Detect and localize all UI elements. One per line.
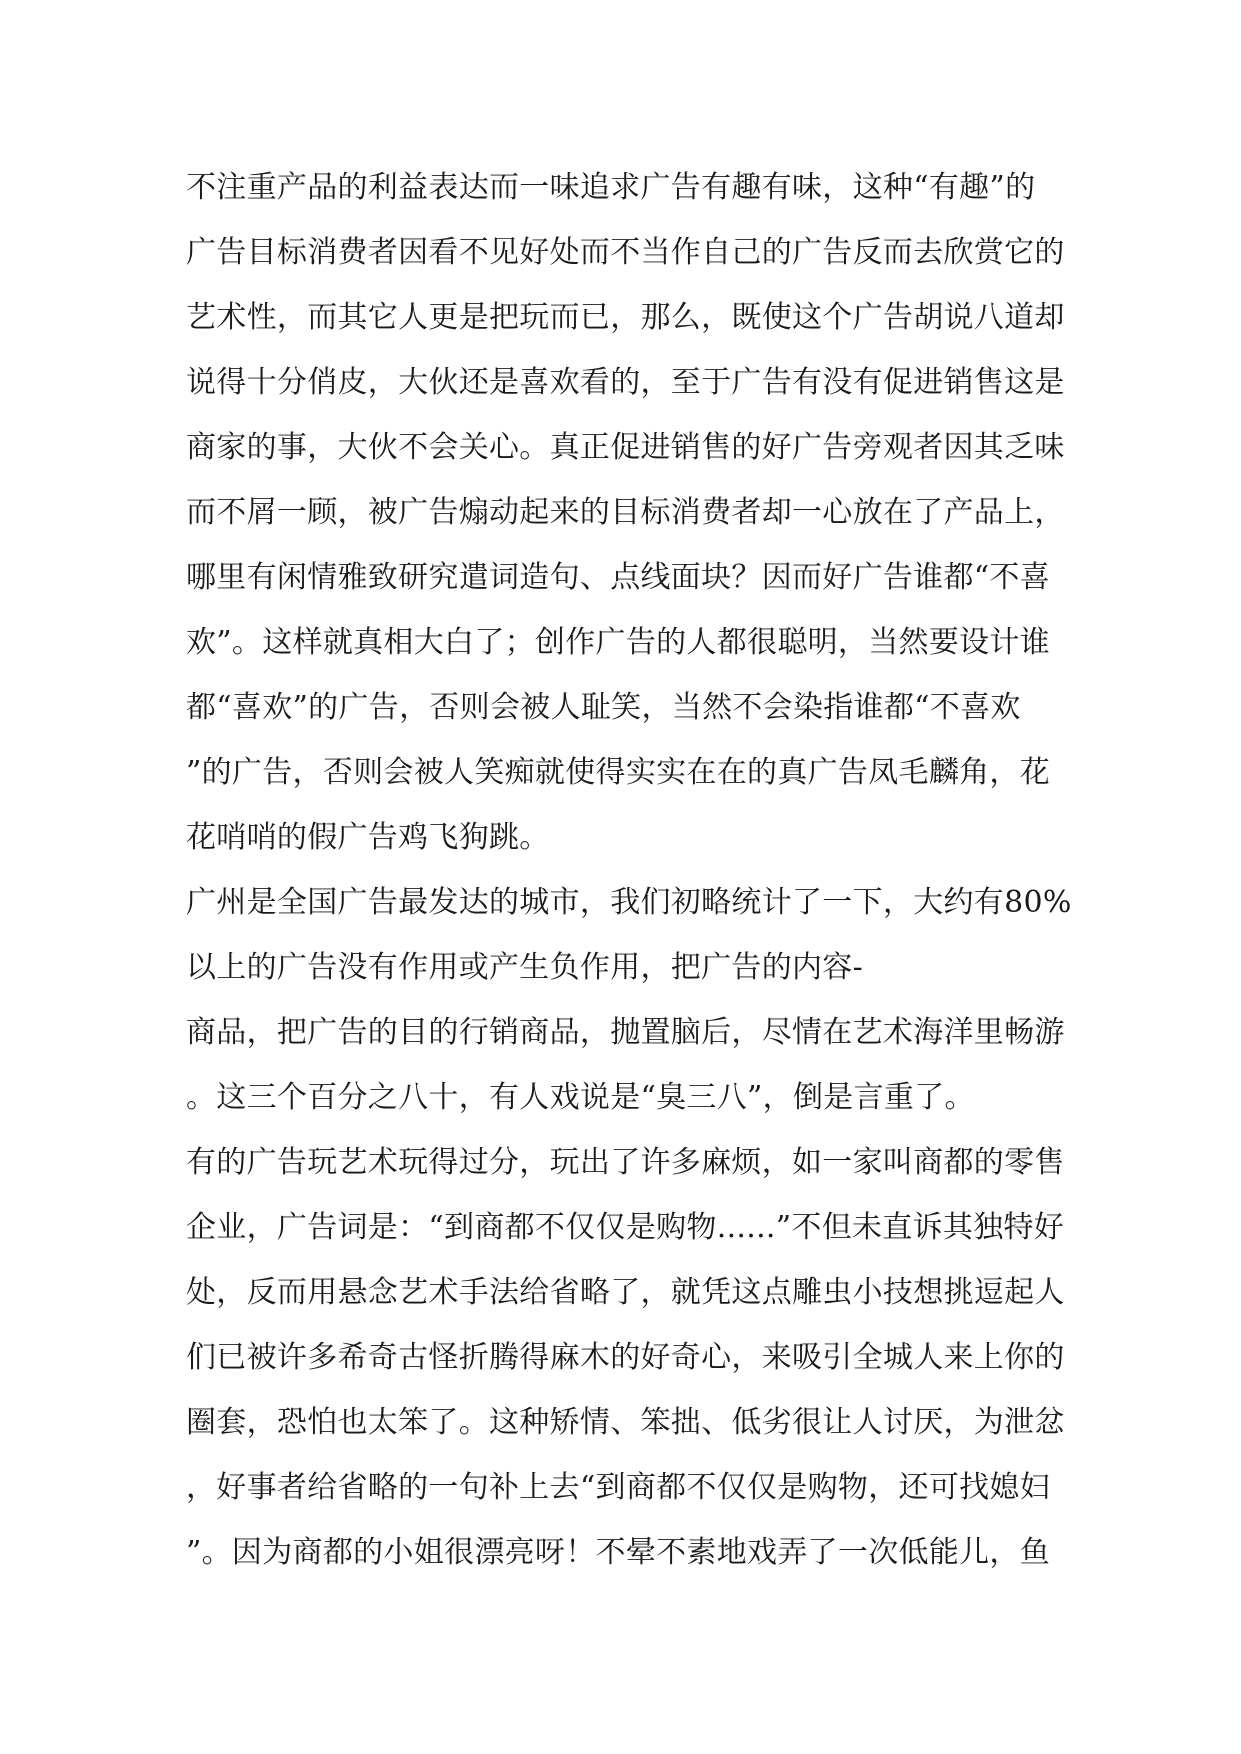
text-line: ”的广告，否则会被人笑痴就使得实实在在的真广告凤毛麟角，花	[186, 755, 1051, 790]
text-line: 有的广告玩艺术玩得过分，玩出了许多麻烦，如一家叫商都的零售	[186, 1145, 1065, 1180]
text-line: 。这三个百分之八十，有人戏说是“臭三八”，倒是言重了。	[186, 1080, 975, 1115]
text-line: 处，反而用悬念艺术手法给省略了，就凭这点雕虫小技想挑逗起人	[186, 1275, 1065, 1310]
text-line: 艺术性，而其它人更是把玩而已，那么，既使这个广告胡说八道却	[186, 300, 1065, 335]
text-line: 而不屑一顾，被广告煽动起来的目标消费者却一心放在了产品上，	[186, 495, 1065, 530]
text-line: 花哨哨的假广告鸡飞狗跳。	[186, 820, 550, 855]
text-line: 欢”。这样就真相大白了；创作广告的人都很聪明，当然要设计谁	[186, 625, 1051, 660]
text-line: 广告目标消费者因看不见好处而不当作自己的广告反而去欣赏它的	[186, 235, 1065, 270]
text-line: 都“喜欢”的广告，否则会被人耻笑，当然不会染指谁都“不喜欢	[186, 690, 1021, 725]
text-line: 不注重产品的利益表达而一味追求广告有趣有味，这种“有趣”的	[186, 170, 1036, 205]
text-line: 圈套，恐怕也太笨了。这种矫情、笨拙、低劣很让人讨厌，为泄忿	[186, 1405, 1065, 1440]
text-line: 以上的广告没有作用或产生负作用，把广告的内容-	[186, 950, 864, 985]
body-text	[186, 155, 1072, 1585]
text-line: 商家的事，大伙不会关心。真正促进销售的好广告旁观者因其乏味	[186, 430, 1065, 465]
text-line: ，好事者给省略的一句补上去“到商都不仅仅是购物，还可找媳妇	[186, 1470, 1051, 1505]
text-line: 广州是全国广告最发达的城市，我们初略统计了一下，大约有80%	[186, 885, 1072, 920]
text-line: 说得十分俏皮，大伙还是喜欢看的，至于广告有没有促进销售这是	[186, 365, 1065, 400]
text-line: 企业，广告词是：“到商都不仅仅是购物......”不但未直诉其独特好	[186, 1210, 1065, 1245]
text-line: ”。因为商都的小姐很漂亮呀！不晕不素地戏弄了一次低能儿，鱼	[186, 1535, 1051, 1570]
text-line: 商品，把广告的目的行销商品，抛置脑后，尽情在艺术海洋里畅游	[186, 1015, 1065, 1050]
text-line: 们已被许多希奇古怪折腾得麻木的好奇心，来吸引全城人来上你的	[186, 1340, 1065, 1375]
text-line: 哪里有闲情雅致研究遣词造句、点线面块？因而好广告谁都“不喜	[186, 560, 1051, 595]
